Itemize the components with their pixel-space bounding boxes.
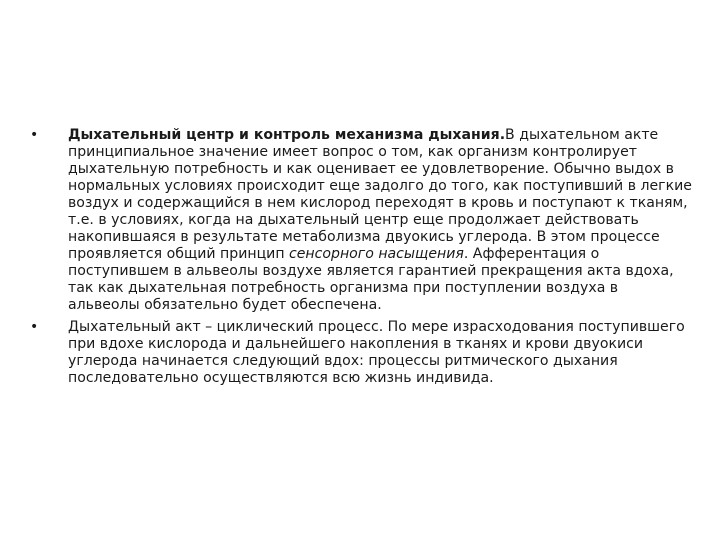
bullet-list: [30, 127, 692, 392]
bullet-heading: Дыхательный центр и контроль механизма дыхания.: [68, 127, 506, 143]
bullet-text: Дыхательный акт – циклический процесс. По мере израсходования поступившего при вдохе кислорода и дальнейшего накопления в тканях и крови двуокиси углерода начинается следующий вдох: процессы ритмического дыхания последовательно осуществляются всю жизнь индивида.: [68, 319, 685, 386]
bullet-text-part-2: . Афферентация о поступившем в альвеолы воздухе является гарантией прекращения акта вдоха, так как дыхательная потребность организма при поступлении воздуха в альвеолы обязательно будет обеспечена.: [68, 246, 674, 313]
bullet-dot: •: [30, 319, 39, 335]
bullet-emphasis: сенсорного насыщения: [289, 246, 464, 262]
bullet-item-respiratory-act: [30, 319, 692, 387]
bullet-text-part-1: В дыхательном акте принципиальное значение имеет вопрос о том, как организм контролирует дыхательную потребность и как оценивает ее удовлетворение. Обычно выдох в нормальных условиях происходит еще задолго до того, как поступивший в легкие воздух и содержащийся в нем кислород переходят в кровь и поступают к тканям, т.е. в условиях, когда на дыхательный центр еще продолжает действовать накопившаяся в результате метаболизма двуокись углерода. В этом процессе проявляется общий принцип: [68, 127, 692, 262]
bullet-item-respiratory-center: [30, 127, 692, 314]
bullet-dot: •: [30, 127, 39, 143]
